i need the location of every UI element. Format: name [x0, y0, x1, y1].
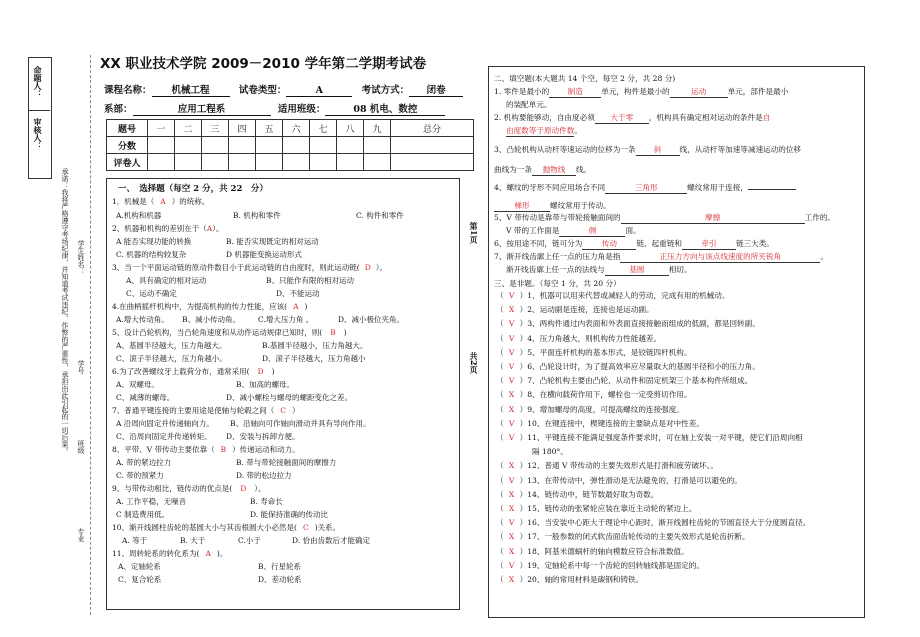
- tf-item: （ X ）17、一般参数的闭式软齿面齿轮传动的主要失效形式是轮齿折断。: [496, 532, 750, 542]
- q10-stem: 10、渐开线圆柱齿轮的基圆大小与其齿根圆大小必然是( C )关系。: [112, 523, 341, 532]
- col-3: 三: [202, 120, 229, 137]
- fill-5: 5、V 带传动是靠带与带轮接触面间的 摩擦 工作的。: [494, 213, 836, 222]
- col-4: 四: [229, 120, 256, 137]
- tf-item-text: 3、两构件通过内表面和外表面直接接触而组成的低副，都是回转副。: [527, 319, 760, 329]
- tf-answer-mark: V: [508, 319, 515, 329]
- tf-item-text: 8、在横向载荷作用下，螺栓也一定受剪切作用。: [527, 390, 692, 400]
- tf-item: （ V ）7、凸轮机构主要由凸轮、从动件和固定机架三个基本构件所组成。: [496, 376, 753, 386]
- dept-value: 应用工程系: [133, 101, 271, 116]
- tf-answer-mark: V: [508, 433, 515, 442]
- tf-item: （ X ）14、链传动中，链节数最好取为奇数。: [496, 489, 659, 499]
- grader-row: [107, 154, 474, 171]
- fill-4-answer-b: 梯形: [494, 201, 550, 212]
- class-label-side: 班级: [77, 440, 85, 454]
- fill-1: 1. 零件是最小的 制造 单元，构件是最小的 运动 单元，部件是最小: [494, 87, 789, 96]
- fill-3-answer-b: 抛物线: [532, 165, 576, 176]
- tf-item-text: 隔 180°。: [532, 447, 568, 457]
- grader-cell[interactable]: [175, 154, 202, 171]
- fill-1-answer-b: 运动: [670, 87, 728, 98]
- fill-7-answer-b: 基圆: [605, 265, 669, 276]
- score-cell[interactable]: [256, 137, 283, 154]
- col-5: 五: [256, 120, 283, 137]
- q8-stem: 8、平带、V 带传动主要依靠（ B ）传递运动和动力。: [112, 445, 300, 454]
- paper-type-label: 试卷类型：: [238, 85, 287, 96]
- fill-6-answer-a: 传动: [582, 239, 636, 250]
- q6-answer: D: [257, 367, 264, 376]
- fill-7-answer-a: 正压力方向与该点线速度的所夹锐角: [620, 252, 820, 263]
- tf-item: （ V ）13、在带传动中，弹性滑动是无法避免的，打滑是可以避免的。: [496, 475, 742, 485]
- class-value: 08 机电、数控: [325, 101, 445, 116]
- q3-opt-d: D、不能运动: [276, 289, 320, 298]
- q10-answer: C: [302, 523, 309, 532]
- tf-item-text: 10、在键连接中，楔键连接的主要缺点是对中性差。: [527, 418, 704, 428]
- q7-opt-b: B、沿轴向可作轴向滑动并具有导向作用。: [230, 419, 371, 428]
- q5-answer: B: [330, 328, 336, 337]
- fill-2-answer-b: 自: [762, 113, 771, 122]
- q7-answer: C: [280, 406, 287, 415]
- q7-opt-a: A 沿周向固定并传递轴向力。: [116, 419, 214, 428]
- tf-item-text: 11、平键连接不能满足强度条件要求时，可在轴上安装一对平键，使它们沿周向相: [527, 433, 803, 442]
- tf-answer-mark: X: [508, 546, 515, 556]
- tf-item: （ X ）20、轴的常用材料是碳钢和铸铁。: [496, 575, 644, 584]
- fill-1-cont: 的装配单元。: [506, 100, 552, 109]
- exam-mode-value: 闭卷: [409, 82, 463, 97]
- section1-title: 一、 选择题（每空 2 分，共 22 分）: [118, 184, 268, 194]
- course-label: 课程名称：: [104, 85, 152, 96]
- q1-opt-c: C. 构件和零件: [356, 211, 404, 220]
- col-2: 二: [175, 120, 202, 137]
- q11-opt-b: B、行星轮系: [258, 562, 302, 571]
- tf-item-text: 17、一般参数的闭式软齿面齿轮传动的主要失效形式是轮齿折断。: [527, 532, 750, 542]
- tf-answer-mark: X: [508, 532, 515, 542]
- q9-opt-c: C 制造费用低。: [116, 510, 170, 519]
- fill-7: 7、渐开线齿廓上任一点的压力角是指 正压力方向与该点线速度的所夹锐角 。: [494, 252, 828, 261]
- fill-2-cont: 由度数等于原动件数。: [506, 126, 582, 135]
- q11-stem: 11、周转轮系的转化系为( A )。: [112, 549, 228, 558]
- major-label: 专业: [77, 528, 85, 542]
- tf-item-text: 5、平面连杆机构的基本形式，是铰链四杆机构。: [527, 347, 692, 357]
- q5-opt-b: B.基圆半径越小，压力角越大。: [262, 341, 368, 350]
- tf-item-text: 13、在带传动中，弹性滑动是无法避免的，打滑是可以避免的。: [527, 475, 742, 485]
- q11-opt-d: D、差动轮系: [258, 575, 302, 584]
- tf-item: （ V ）4、压力角越大，则机构传力性能越差。: [496, 333, 662, 343]
- grader-cell[interactable]: [364, 154, 391, 171]
- fill-6: 6、按用途不同，链可分为 传动 链、起重链和 牵引 链三大类。: [494, 239, 774, 248]
- tf-item: （ X ）12、普通 V 带传动的主要失效形式是打滑和疲劳破坏。。: [496, 461, 719, 471]
- student-id-label: 学号: [77, 360, 85, 374]
- q10-opt-a: A. 等于: [122, 536, 148, 545]
- tf-item-text: 14、链传动中，链节数最好取为奇数。: [527, 489, 659, 499]
- score-cell[interactable]: [229, 137, 256, 154]
- course-row: [104, 82, 463, 97]
- grader-cell[interactable]: [202, 154, 229, 171]
- tf-answer-mark: V: [508, 418, 515, 428]
- tf-item: （ V ）11、平键连接不能满足强度条件要求时，可在轴上安装一对平键，使它们沿周向相: [496, 433, 803, 442]
- fill-2-answer-a: 大于零: [595, 113, 649, 124]
- q4-opt-b: B、减小传动角。: [182, 315, 241, 324]
- q11-opt-c: C、复合轮系: [118, 575, 162, 584]
- grader-cell[interactable]: [391, 154, 474, 171]
- q11-answer: A: [205, 549, 211, 558]
- q6-opt-d: D、减小螺栓与螺母的螺距变化之差。: [226, 393, 353, 402]
- tf-item: [532, 447, 568, 457]
- tf-answer-mark: V: [508, 291, 515, 300]
- q3-stem: 3、当一个平面运动链的原动件数目小于此运动链的自由度时，则此运动链( D ）。: [112, 263, 387, 272]
- tf-answer-mark: X: [508, 575, 515, 584]
- score-cell[interactable]: [391, 137, 474, 154]
- tf-answer-mark: X: [508, 461, 515, 471]
- tf-answer-mark: V: [508, 347, 515, 357]
- col-total: 总分: [391, 120, 474, 137]
- row-label-grader: 评卷人: [107, 154, 148, 171]
- score-table-header-row: [107, 120, 474, 137]
- q2-answer: A: [206, 224, 213, 233]
- score-cell[interactable]: [310, 137, 337, 154]
- class-label: 适用班级：: [277, 104, 326, 115]
- tf-item: （ V ）5、平面连杆机构的基本形式，是铰链四杆机构。: [496, 347, 692, 357]
- col-9: 九: [364, 120, 391, 137]
- score-cell[interactable]: [283, 137, 310, 154]
- tf-item: （ V ）6、凸轮设计时，为了提高效率应尽量取大的基圆半径和小的压力角。: [496, 362, 760, 371]
- proposer-label: 命题人：: [33, 66, 43, 98]
- q6-opt-c: C、减薄的螺母。: [116, 393, 175, 402]
- score-cell[interactable]: [175, 137, 202, 154]
- fill-5-answer-a: 摩擦: [621, 213, 805, 224]
- tf-item: （ X ）8、在横向载荷作用下，螺栓也一定受剪切作用。: [496, 390, 692, 400]
- q5-opt-d: D、滚子半径越大，压力角越小: [262, 354, 366, 363]
- q2-opt-b: B. 能否实现既定的相对运动: [226, 237, 319, 246]
- q5-opt-a: A、基圆半径越大，压力角越大。: [116, 341, 227, 350]
- q8-opt-d: D. 带的松边拉力: [236, 471, 292, 480]
- grader-cell[interactable]: [283, 154, 310, 171]
- tf-item-text: 4、压力角越大，则机构传力性能越差。: [527, 333, 662, 343]
- tf-answer-mark: X: [508, 404, 515, 414]
- q6-stem: 6.为了改善螺纹牙上载荷分布，通常采用( D ): [112, 367, 275, 376]
- page-indicator-1: 第1页: [469, 222, 479, 244]
- score-cell[interactable]: [148, 137, 175, 154]
- fill-4: 4、螺纹的牙形不同应用场合不同 三角形 螺纹常用于连接，: [494, 183, 796, 194]
- q4-answer: A: [293, 302, 299, 311]
- fill-2-answer-b-cont: 由度数等于原动件数: [506, 126, 575, 135]
- q3-opt-b: B、只能作有限的相对运动: [266, 276, 355, 285]
- q10-opt-c: C.小于: [238, 536, 261, 545]
- tf-answer-mark: V: [508, 333, 515, 343]
- exam-mode-label: 考试方式：: [361, 85, 410, 96]
- fill-3-cont: 曲线为一条 抛物线 线。: [494, 165, 592, 174]
- tf-item-text: 15、链传动的张紧轮应装在靠近主动轮的紧边上。: [527, 504, 697, 513]
- grader-cell[interactable]: [256, 154, 283, 171]
- fill-4-cont: 梯形 螺纹常用于传动。: [494, 201, 611, 212]
- tf-answer-mark: V: [508, 376, 515, 386]
- q7-opt-c: C、沿周向固定并传递转矩。: [116, 432, 212, 441]
- score-table: [106, 119, 474, 171]
- fill-7-cont: 渐开线齿廓上任一点的法线与 基圆 相切。: [506, 265, 692, 274]
- q4-opt-c: C.增大压力角 。: [258, 315, 314, 324]
- q10-opt-d: D. 恰由齿数后才能确定: [292, 536, 371, 545]
- tf-answer-mark: X: [508, 390, 515, 400]
- tf-item-text: 9、增加螺母的高度，可提高螺纹的连接强度。: [527, 404, 684, 414]
- tf-item: （ V ）10、在键连接中，楔键连接的主要缺点是对中性差。: [496, 418, 704, 428]
- fill-5-answer-b: 侧: [559, 226, 625, 237]
- grader-cell[interactable]: [337, 154, 364, 171]
- fill-5-cont: V 带的工作面是 侧 面。: [506, 226, 641, 235]
- grader-cell[interactable]: [229, 154, 256, 171]
- q2-opt-c: C. 机器的结构较复杂: [116, 250, 187, 259]
- student-name-label: 学生姓名：: [77, 240, 85, 275]
- score-row: [107, 137, 474, 154]
- pledge-text: 承诺：我将严格遵守考场纪律，并知道考试违纪、作弊的严重性，承担由此引起的一切后果。: [61, 168, 69, 455]
- tf-item-text: 6、凸轮设计时，为了提高效率应尽量取大的基圆半径和小的压力角。: [527, 362, 760, 371]
- col-7: 七: [310, 120, 337, 137]
- tf-answer-mark: V: [508, 518, 515, 528]
- tf-item: （ V ）3、两构件通过内表面和外表面直接接触而组成的低副，都是回转副。: [496, 319, 760, 329]
- fill-1-answer-a: 制造: [549, 87, 601, 98]
- tf-item-text: 12、普通 V 带传动的主要失效形式是打滑和疲劳破坏。。: [527, 461, 719, 471]
- q1-answer: A: [160, 197, 166, 206]
- q2-opt-d: D 机器能变换运动形式: [226, 250, 302, 259]
- tf-answer-mark: V: [508, 475, 515, 485]
- q4-opt-a: A.增大传动角。: [116, 315, 169, 324]
- tf-item-text: 16、当安装中心距大于理论中心距时，渐开线圆柱齿轮的节圆直径大于分度圆直径。: [527, 518, 811, 528]
- score-cell[interactable]: [337, 137, 364, 154]
- section3-title: 三、是非题。（每空 1 分，共 20 分）: [494, 279, 621, 288]
- q9-stem: 9、与带传动相比，链传动的优点是( D ）。: [112, 484, 266, 493]
- fill-3-answer-a: 斜: [636, 145, 680, 156]
- tf-item-text: 2、运动副是连接，连接也是运动副。: [527, 305, 654, 315]
- q7-stem: 7、普通平键连接的主要用途是使轴与轮毂之间（ C ）: [112, 406, 300, 415]
- col-8: 八: [337, 120, 364, 137]
- course-value: 机械工程: [152, 82, 230, 97]
- tf-item: （ V ）16、当安装中心距大于理论中心距时，渐开线圆柱齿轮的节圆直径大于分度圆直径。: [496, 518, 811, 528]
- q1-opt-a: A.机构和机器: [116, 211, 162, 220]
- q8-answer: B: [220, 445, 227, 454]
- binding-line: [90, 55, 91, 615]
- page-indicator-2: 共2页: [469, 352, 479, 374]
- proposer-divider: [28, 110, 50, 111]
- q11-opt-a: A、定轴轮系: [118, 562, 161, 571]
- tf-item: （ X ）15、链传动的张紧轮应装在靠近主动轮的紧边上。: [496, 504, 697, 513]
- score-cell[interactable]: [364, 137, 391, 154]
- tf-answer-mark: V: [508, 362, 515, 371]
- tf-item-text: 20、轴的常用材料是碳钢和铸铁。: [527, 575, 644, 584]
- dept-label: 系部：: [104, 104, 133, 115]
- q9-opt-b: B. 寿命长: [250, 497, 283, 506]
- tf-answer-mark: V: [508, 560, 515, 570]
- q4-opt-d: D、减小极位夹角。: [338, 315, 405, 324]
- q7-opt-d: D、安装与拆卸方便。: [226, 432, 300, 441]
- col-6: 六: [283, 120, 310, 137]
- q1-stem: 1．机械是（ A ）的统称。: [112, 197, 210, 206]
- row-label-question: 题号: [107, 120, 148, 137]
- q6-opt-b: B、加高的螺母。: [236, 380, 295, 389]
- q8-opt-c: C. 带的预紧力: [116, 471, 164, 480]
- grader-cell[interactable]: [148, 154, 175, 171]
- grader-cell[interactable]: [310, 154, 337, 171]
- q9-answer: D: [240, 484, 247, 493]
- q8-opt-b: B. 带与带轮接触面间的摩擦力: [236, 458, 337, 467]
- q4-stem: 4.在曲柄摇杆机构中，为提高机构的传力性能，应该( A ): [112, 302, 308, 311]
- q2-stem: 2、机器和机构的差别在于（A）。: [112, 224, 224, 233]
- tf-answer-mark: X: [508, 305, 515, 315]
- q2-opt-a: A 能否实现功能的转换: [116, 237, 192, 246]
- tf-item: （ V ）19、定轴轮系中每一个齿轮的回转轴线都是固定的。: [496, 560, 704, 570]
- tf-item: （ X ）2、运动副是连接，连接也是运动副。: [496, 305, 654, 315]
- q3-opt-c: C、运动不确定: [126, 289, 177, 298]
- exam-title: XX 职业技术学院 2009－2010 学年第二学期考试卷: [100, 56, 427, 72]
- q5-stem: 5、设计凸轮机构，当凸轮角速度和从动件运动规律已知时，则( B ): [112, 328, 347, 337]
- q8-opt-a: A. 带的紧边拉力: [116, 458, 172, 467]
- fill-4-answer-a: 三角形: [605, 183, 687, 194]
- tf-answer-mark: X: [508, 504, 515, 513]
- score-cell[interactable]: [202, 137, 229, 154]
- q3-opt-a: A、具有确定的相对运动: [126, 276, 207, 285]
- tf-item: （ X ）18、阿基米德蜗杆的轴向模数应符合标准数值。: [496, 546, 689, 556]
- fill-2: 2. 机构要能够动，自由度必须 大于零 ，机构具有确定相对运动的条件是自: [494, 113, 771, 122]
- tf-item-text: 1、机器可以用来代替或减轻人的劳动，完成有用的机械动。: [527, 291, 730, 300]
- dept-row: [104, 101, 445, 116]
- section2-title: 二、填空题(本大题共 14 个空，每空 2 分，共 28 分): [494, 74, 676, 83]
- q5-opt-c: C、滚子半径越大，压力角越小。: [116, 354, 227, 363]
- tf-answer-mark: X: [508, 489, 515, 499]
- tf-item-text: 7、凸轮机构主要由凸轮、从动件和固定机架三个基本构件所组成。: [527, 376, 753, 386]
- fill-6-answer-b: 牵引: [682, 239, 736, 250]
- q1-opt-b: B. 机构和零件: [233, 211, 281, 220]
- tf-item-text: 19、定轴轮系中每一个齿轮的回转轴线都是固定的。: [527, 560, 704, 570]
- row-label-score: 分数: [107, 137, 148, 154]
- tf-item: （ X ）9、增加螺母的高度，可提高螺纹的连接强度。: [496, 404, 684, 414]
- col-1: 一: [148, 120, 175, 137]
- q9-opt-a: A. 工作平稳，无噪音: [116, 497, 187, 506]
- q10-opt-b: B. 大于: [180, 536, 206, 545]
- paper-type-value: A: [286, 85, 352, 97]
- reviewer-label: 审核人：: [33, 118, 43, 150]
- tf-item: （ V ）1、机器可以用来代替或减轻人的劳动，完成有用的机械动。: [496, 291, 730, 300]
- q9-opt-d: D. 能保持准确的传动比: [250, 510, 329, 519]
- fill-3: 3、凸轮机构从动杆等速运动的位移为一条 斜 线，从动杆等加速等减速运动的位移: [494, 145, 802, 154]
- q3-answer: D: [364, 263, 371, 272]
- q6-opt-a: A、双螺母。: [116, 380, 159, 389]
- tf-item-text: 18、阿基米德蜗杆的轴向模数应符合标准数值。: [527, 546, 689, 556]
